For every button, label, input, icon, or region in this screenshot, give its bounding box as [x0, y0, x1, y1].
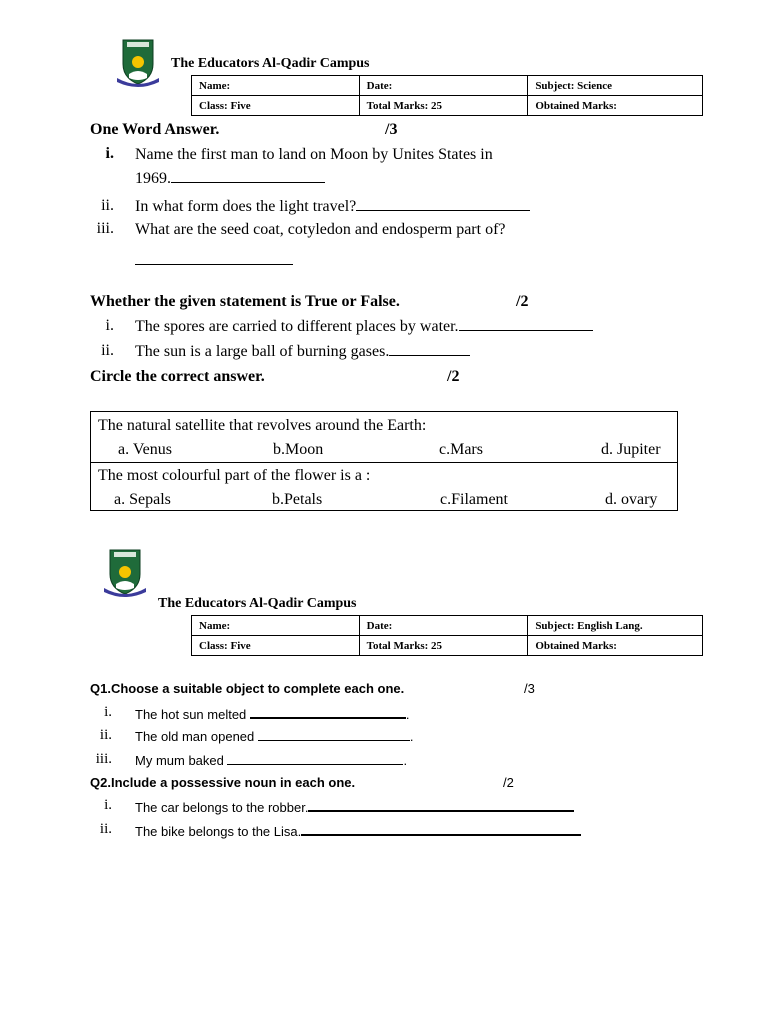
question-number: iii. — [95, 751, 112, 767]
question-text: What are the seed coat, cotyledon and endosperm part of? — [135, 221, 506, 238]
section-marks: /2 — [503, 775, 514, 790]
question-text: The spores are carried to different places by water. — [135, 315, 593, 339]
subject-cell: Subject: English Lang. — [528, 616, 703, 636]
option-moon[interactable]: b.Moon — [273, 441, 324, 458]
class-cell: Class: Five — [192, 96, 360, 116]
name-field[interactable]: Name: — [192, 616, 360, 636]
answer-blank[interactable] — [308, 798, 574, 812]
student-info-table — [191, 75, 703, 116]
section-title-one-word: One Word Answer. — [90, 121, 220, 138]
question-number: i. — [105, 145, 114, 162]
answer-blank[interactable] — [301, 822, 581, 836]
mcq-box — [90, 411, 678, 511]
option-filament[interactable]: c.Filament — [440, 491, 508, 508]
option-mars[interactable]: c.Mars — [439, 441, 483, 458]
option-sepals[interactable]: a. Sepals — [114, 491, 171, 508]
section-title-q2: Q2.Include a possessive noun in each one. — [90, 775, 356, 790]
date-field[interactable]: Date: — [359, 76, 528, 96]
answer-blank[interactable] — [389, 341, 470, 356]
school-name: The Educators Al-Qadir Campus — [158, 596, 357, 611]
answer-blank[interactable] — [171, 168, 325, 183]
section-title-q1: Q1.Choose a suitable object to complete each one. — [90, 681, 405, 696]
school-name: The Educators Al-Qadir Campus — [171, 56, 370, 71]
question-text: The hot sun melted . — [135, 707, 410, 722]
answer-blank[interactable] — [356, 196, 530, 211]
question-number: ii. — [101, 197, 114, 214]
section-title-true-false: Whether the given statement is True or False. — [90, 293, 400, 310]
question-text: In what form does the light travel? — [135, 195, 530, 219]
question-text: The sun is a large ball of burning gases. — [135, 340, 470, 364]
question-number: ii. — [101, 342, 114, 359]
mcq-question: The most colourful part of the flower is a : — [98, 467, 371, 484]
answer-blank[interactable] — [227, 752, 403, 765]
question-number: i. — [104, 704, 112, 720]
total-marks-cell: Total Marks: 25 — [359, 636, 528, 656]
question-number: ii. — [99, 821, 112, 837]
obtained-marks-field[interactable]: Obtained Marks: — [528, 96, 703, 116]
total-marks-cell: Total Marks: 25 — [359, 96, 528, 116]
obtained-marks-field[interactable]: Obtained Marks: — [528, 636, 703, 656]
student-info-table — [191, 615, 703, 656]
option-venus[interactable]: a. Venus — [118, 441, 172, 458]
school-logo — [102, 548, 148, 598]
section-marks: /3 — [385, 121, 398, 138]
school-logo — [115, 38, 161, 88]
question-text: My mum baked . — [135, 753, 408, 768]
question-number: ii. — [99, 727, 112, 743]
question-text: The bike belongs to the Lisa. — [135, 822, 581, 839]
question-number: i. — [105, 317, 114, 334]
question-number: i. — [104, 797, 112, 813]
section-marks: /3 — [524, 681, 535, 696]
answer-blank[interactable] — [250, 705, 406, 719]
question-text: Name the first man to land on Moon by Unites States in 1969. — [135, 146, 493, 187]
question-number: iii. — [96, 220, 114, 237]
option-petals[interactable]: b.Petals — [272, 491, 323, 508]
section-marks: /2 — [516, 293, 529, 310]
mcq-question: The natural satellite that revolves around the Earth: — [98, 417, 427, 434]
class-cell: Class: Five — [192, 636, 360, 656]
option-jupiter[interactable]: d. Jupiter — [601, 441, 661, 458]
answer-blank[interactable] — [258, 728, 410, 741]
mcq-divider — [91, 462, 677, 463]
name-field[interactable]: Name: — [192, 76, 360, 96]
section-title-circle: Circle the correct answer. — [90, 368, 265, 385]
subject-cell: Subject: Science — [528, 76, 703, 96]
option-ovary[interactable]: d. ovary — [605, 491, 658, 508]
date-field[interactable]: Date: — [359, 616, 528, 636]
section-marks: /2 — [447, 368, 460, 385]
question-text: The car belongs to the robber. — [135, 798, 574, 815]
answer-blank[interactable] — [135, 250, 293, 265]
question-text: The old man opened . — [135, 729, 414, 744]
answer-blank[interactable] — [459, 316, 593, 331]
